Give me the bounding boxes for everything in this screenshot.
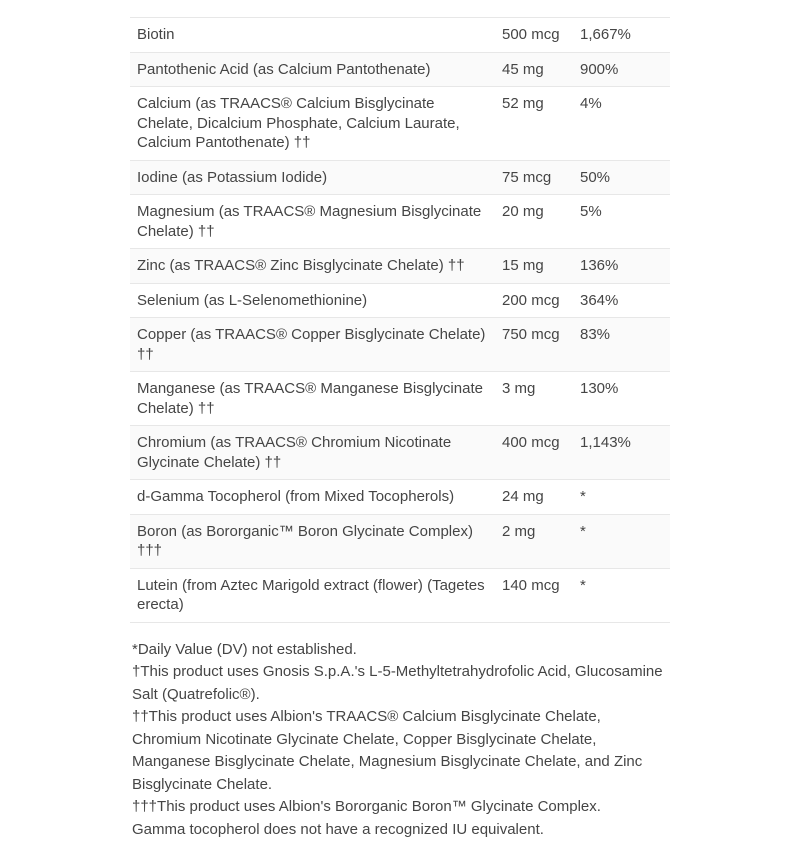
nutrient-name: Biotin (130, 18, 495, 53)
nutrient-name: Pantothenic Acid (as Calcium Pantothenate) (130, 52, 495, 87)
table-row (130, 249, 670, 284)
footnote: †††This product uses Albion's Bororganic Boron™ Glycinate Complex. (132, 796, 670, 819)
nutrient-dv: 50% (573, 160, 670, 195)
nutrient-amount: 75 mcg (495, 160, 573, 195)
table-row (130, 160, 670, 195)
nutrient-dv: * (573, 514, 670, 568)
nutrient-dv: 900% (573, 52, 670, 87)
nutrient-amount: 140 mcg (495, 568, 573, 622)
nutrient-dv: 5% (573, 195, 670, 249)
table-row (130, 195, 670, 249)
nutrient-amount: 24 mg (495, 480, 573, 515)
nutrient-dv: * (573, 480, 670, 515)
nutrient-name: Boron (as Bororganic™ Boron Glycinate Complex) ††† (130, 514, 495, 568)
nutrient-amount: 2 mg (495, 514, 573, 568)
nutrient-name: Magnesium (as TRAACS® Magnesium Bisglycinate Chelate) †† (130, 195, 495, 249)
nutrient-name: Lutein (from Aztec Marigold extract (flower) (Tagetes erecta) (130, 568, 495, 622)
table-row (130, 52, 670, 87)
nutrient-amount: 15 mg (495, 249, 573, 284)
supplement-facts-panel (130, 0, 670, 841)
table-row (130, 426, 670, 480)
table-row (130, 514, 670, 568)
table-row (130, 87, 670, 161)
supplement-facts-table (130, 17, 670, 623)
nutrient-dv: * (573, 568, 670, 622)
nutrient-amount: 400 mcg (495, 426, 573, 480)
nutrient-amount: 52 mg (495, 87, 573, 161)
nutrient-amount: 3 mg (495, 372, 573, 426)
nutrient-name: Iodine (as Potassium Iodide) (130, 160, 495, 195)
footnote: *Daily Value (DV) not established. (132, 639, 670, 662)
nutrient-amount: 200 mcg (495, 283, 573, 318)
table-row (130, 568, 670, 622)
table-row (130, 372, 670, 426)
nutrient-name: Manganese (as TRAACS® Manganese Bisglycinate Chelate) †† (130, 372, 495, 426)
nutrient-dv: 136% (573, 249, 670, 284)
nutrient-amount: 750 mcg (495, 318, 573, 372)
footnote: †This product uses Gnosis S.p.A.'s L-5-Methyltetrahydrofolic Acid, Glucosamine Salt (Quatrefolic®). (132, 661, 670, 706)
nutrient-amount: 20 mg (495, 195, 573, 249)
nutrient-amount: 500 mcg (495, 18, 573, 53)
footnotes-section (130, 639, 670, 841)
footnote: Gamma tocopherol does not have a recognized IU equivalent. (132, 819, 670, 841)
nutrient-name: Copper (as TRAACS® Copper Bisglycinate Chelate) †† (130, 318, 495, 372)
table-row (130, 18, 670, 53)
nutrient-dv: 83% (573, 318, 670, 372)
nutrient-name: Calcium (as TRAACS® Calcium Bisglycinate Chelate, Dicalcium Phosphate, Calcium Laurate, Calcium Pantothenate) †† (130, 87, 495, 161)
nutrient-dv: 364% (573, 283, 670, 318)
footnote: ††This product uses Albion's TRAACS® Calcium Bisglycinate Chelate, Chromium Nicotinate Glycinate Chelate, Copper Bisglycinate Chelate, Manganese Bisglycinate Chelate, Magnesium Bisglycinate Chelate, and Zinc Bisglycinate Chelate. (132, 706, 670, 796)
nutrient-dv: 4% (573, 87, 670, 161)
nutrient-dv: 130% (573, 372, 670, 426)
table-row (130, 480, 670, 515)
nutrient-name: d-Gamma Tocopherol (from Mixed Tocopherols) (130, 480, 495, 515)
nutrient-dv: 1,667% (573, 18, 670, 53)
nutrient-dv: 1,143% (573, 426, 670, 480)
nutrient-amount: 45 mg (495, 52, 573, 87)
table-row (130, 283, 670, 318)
table-row (130, 318, 670, 372)
nutrient-name: Chromium (as TRAACS® Chromium Nicotinate Glycinate Chelate) †† (130, 426, 495, 480)
nutrient-name: Selenium (as L-Selenomethionine) (130, 283, 495, 318)
nutrient-name: Zinc (as TRAACS® Zinc Bisglycinate Chelate) †† (130, 249, 495, 284)
